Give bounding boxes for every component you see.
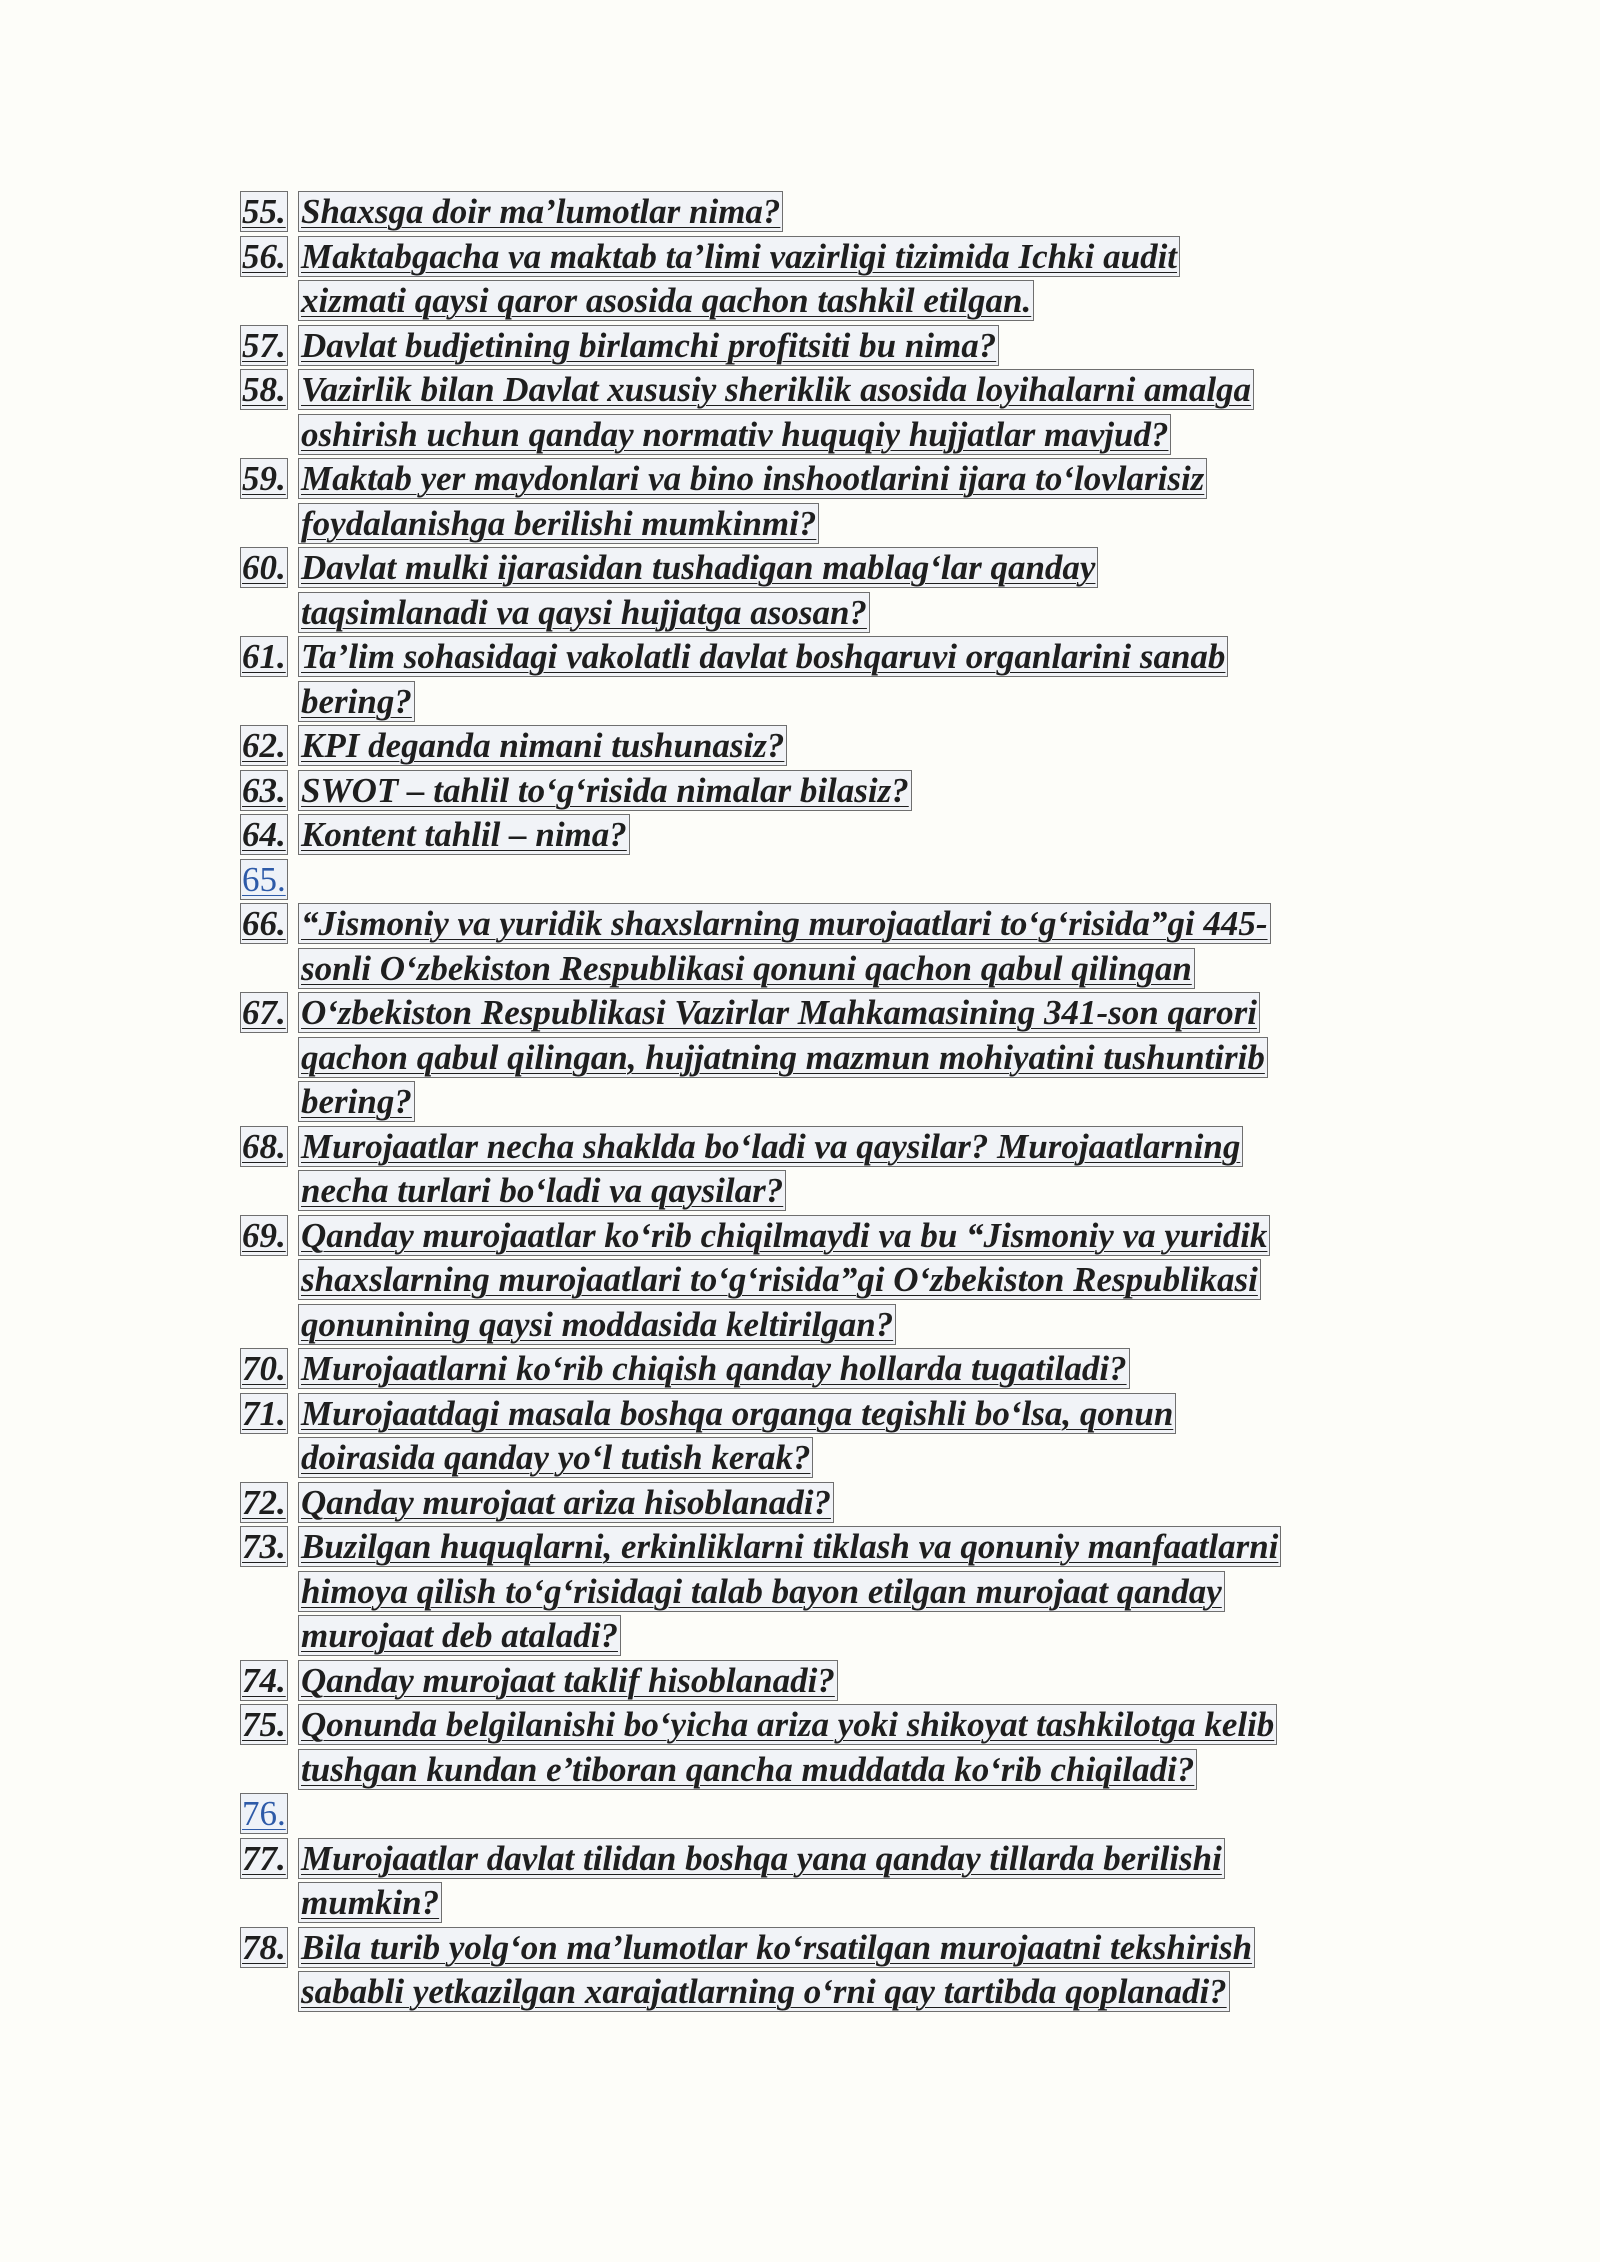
question-number: 72. [242, 1482, 286, 1522]
question-text: Qonunda belgilanishi bo‘yicha ariza yoki shikoyat tashkilotga kelib tushgan kundan e’tiboran qancha muddatda ko‘rib chiqiladi? [298, 1703, 1360, 1792]
question-item [240, 546, 1360, 635]
question-text: O‘zbekiston Respublikasi Vazirlar Mahkamasining 341-son qarori qachon qabul qilingan, hujjatning mazmun mohiyatini tushuntirib bering? [298, 991, 1360, 1125]
question-item [240, 1525, 1360, 1659]
question-text: Murojaatlar davlat tilidan boshqa yana qanday tillarda berilishi mumkin? [298, 1837, 1360, 1926]
question-item [240, 1392, 1360, 1481]
question-number: 69. [242, 1215, 286, 1255]
question-item [240, 902, 1360, 991]
question-number: 73. [242, 1527, 286, 1566]
question-number: 57. [242, 325, 286, 365]
question-text: Qanday murojaat taklif hisoblanadi? [298, 1659, 1360, 1704]
question-number: 66. [242, 904, 286, 943]
question-item [240, 190, 1360, 235]
question-text: Vazirlik bilan Davlat xususiy sheriklik asosida loyihalarni amalga oshirish uchun qanday normativ huquqiy hujjatlar mavjud? [298, 368, 1360, 457]
question-item [240, 635, 1360, 724]
question-number: 59. [242, 459, 286, 498]
question-item [240, 1659, 1360, 1704]
question-text: Davlat budjetining birlamchi profitsiti bu nima? [298, 324, 1360, 369]
question-number: 60. [242, 548, 286, 587]
question-text: Maktabgacha va maktab ta’limi vazirligi tizimida Ichki audit xizmati qaysi qaror asosida qachon tashkil etilgan. [298, 235, 1360, 324]
question-item [240, 1926, 1360, 2015]
question-item [240, 1347, 1360, 1392]
question-item [240, 1214, 1360, 1348]
question-text: Shaxsga doir ma’lumotlar nima? [298, 190, 1360, 235]
question-item [240, 813, 1360, 858]
question-number: 61. [242, 637, 286, 676]
question-text: Qanday murojaat ariza hisoblanadi? [298, 1481, 1360, 1526]
question-item [240, 1481, 1360, 1526]
question-text: SWOT – tahlil to‘g‘risida nimalar bilasiz? [298, 769, 1360, 814]
question-number: 63. [242, 770, 286, 810]
question-number: 77. [242, 1838, 286, 1878]
question-number: 71. [242, 1393, 286, 1433]
question-item [240, 324, 1360, 369]
question-item [240, 457, 1360, 546]
question-item [240, 769, 1360, 814]
question-item [240, 1703, 1360, 1792]
question-text: Murojaatlar necha shaklda bo‘ladi va qaysilar? Murojaatlarning necha turlari bo‘ladi va qaysilar? [298, 1125, 1360, 1214]
question-number: 75. [242, 1705, 286, 1744]
question-text: Qanday murojaatlar ko‘rib chiqilmaydi va bu “Jismoniy va yuridik shaxslarning murojaatlari to‘g‘risida”gi O‘zbekiston Respublikasi qonunining qaysi moddasida keltirilgan? [298, 1214, 1360, 1348]
question-number: 76. [242, 1794, 286, 1833]
question-number: 68. [242, 1126, 286, 1166]
question-number: 56. [242, 236, 286, 276]
question-item [240, 235, 1360, 324]
question-text: Davlat mulki ijarasidan tushadigan mablag‘lar qanday taqsimlanadi va qaysi hujjatga asosan? [298, 546, 1360, 635]
question-number: 78. [242, 1927, 286, 1967]
question-number: 65. [242, 859, 286, 899]
question-text: Buzilgan huquqlarni, erkinliklarni tiklash va qonuniy manfaatlarni himoya qilish to‘g‘risidagi talab bayon etilgan murojaat qanday murojaat deb ataladi? [298, 1525, 1360, 1659]
question-number: 58. [242, 370, 286, 409]
question-number: 64. [242, 815, 286, 854]
question-item-empty [240, 858, 1360, 903]
question-text: Ta’lim sohasidagi vakolatli davlat boshqaruvi organlarini sanab bering? [298, 635, 1360, 724]
question-text: Kontent tahlil – nima? [298, 813, 1360, 858]
question-text: Maktab yer maydonlari va bino inshootlarini ijara to‘lovlarisiz foydalanishga berilishi mumkinmi? [298, 457, 1360, 546]
question-item-empty [240, 1792, 1360, 1837]
question-text: Murojaatdagi masala boshqa organga tegishli bo‘lsa, qonun doirasida qanday yo‘l tutish kerak? [298, 1392, 1360, 1481]
question-number: 74. [242, 1660, 286, 1700]
question-text: KPI deganda nimani tushunasiz? [298, 724, 1360, 769]
question-text: Bila turib yolg‘on ma’lumotlar ko‘rsatilgan murojaatni tekshirish sababli yetkazilgan xarajatlarning o‘rni qay tartibda qoplanadi? [298, 1926, 1360, 2015]
question-number: 62. [242, 726, 286, 765]
question-item [240, 724, 1360, 769]
question-number: 67. [242, 993, 286, 1032]
question-text: “Jismoniy va yuridik shaxslarning murojaatlari to‘g‘risida”gi 445- sonli O‘zbekiston Respublikasi qonuni qachon qabul qilingan [298, 902, 1360, 991]
question-item [240, 991, 1360, 1125]
question-number: 70. [242, 1349, 286, 1388]
question-item [240, 368, 1360, 457]
question-item [240, 1837, 1360, 1926]
question-text: Murojaatlarni ko‘rib chiqish qanday hollarda tugatiladi? [298, 1347, 1360, 1392]
question-item [240, 1125, 1360, 1214]
question-list [0, 190, 1600, 2015]
question-number: 55. [242, 192, 286, 231]
